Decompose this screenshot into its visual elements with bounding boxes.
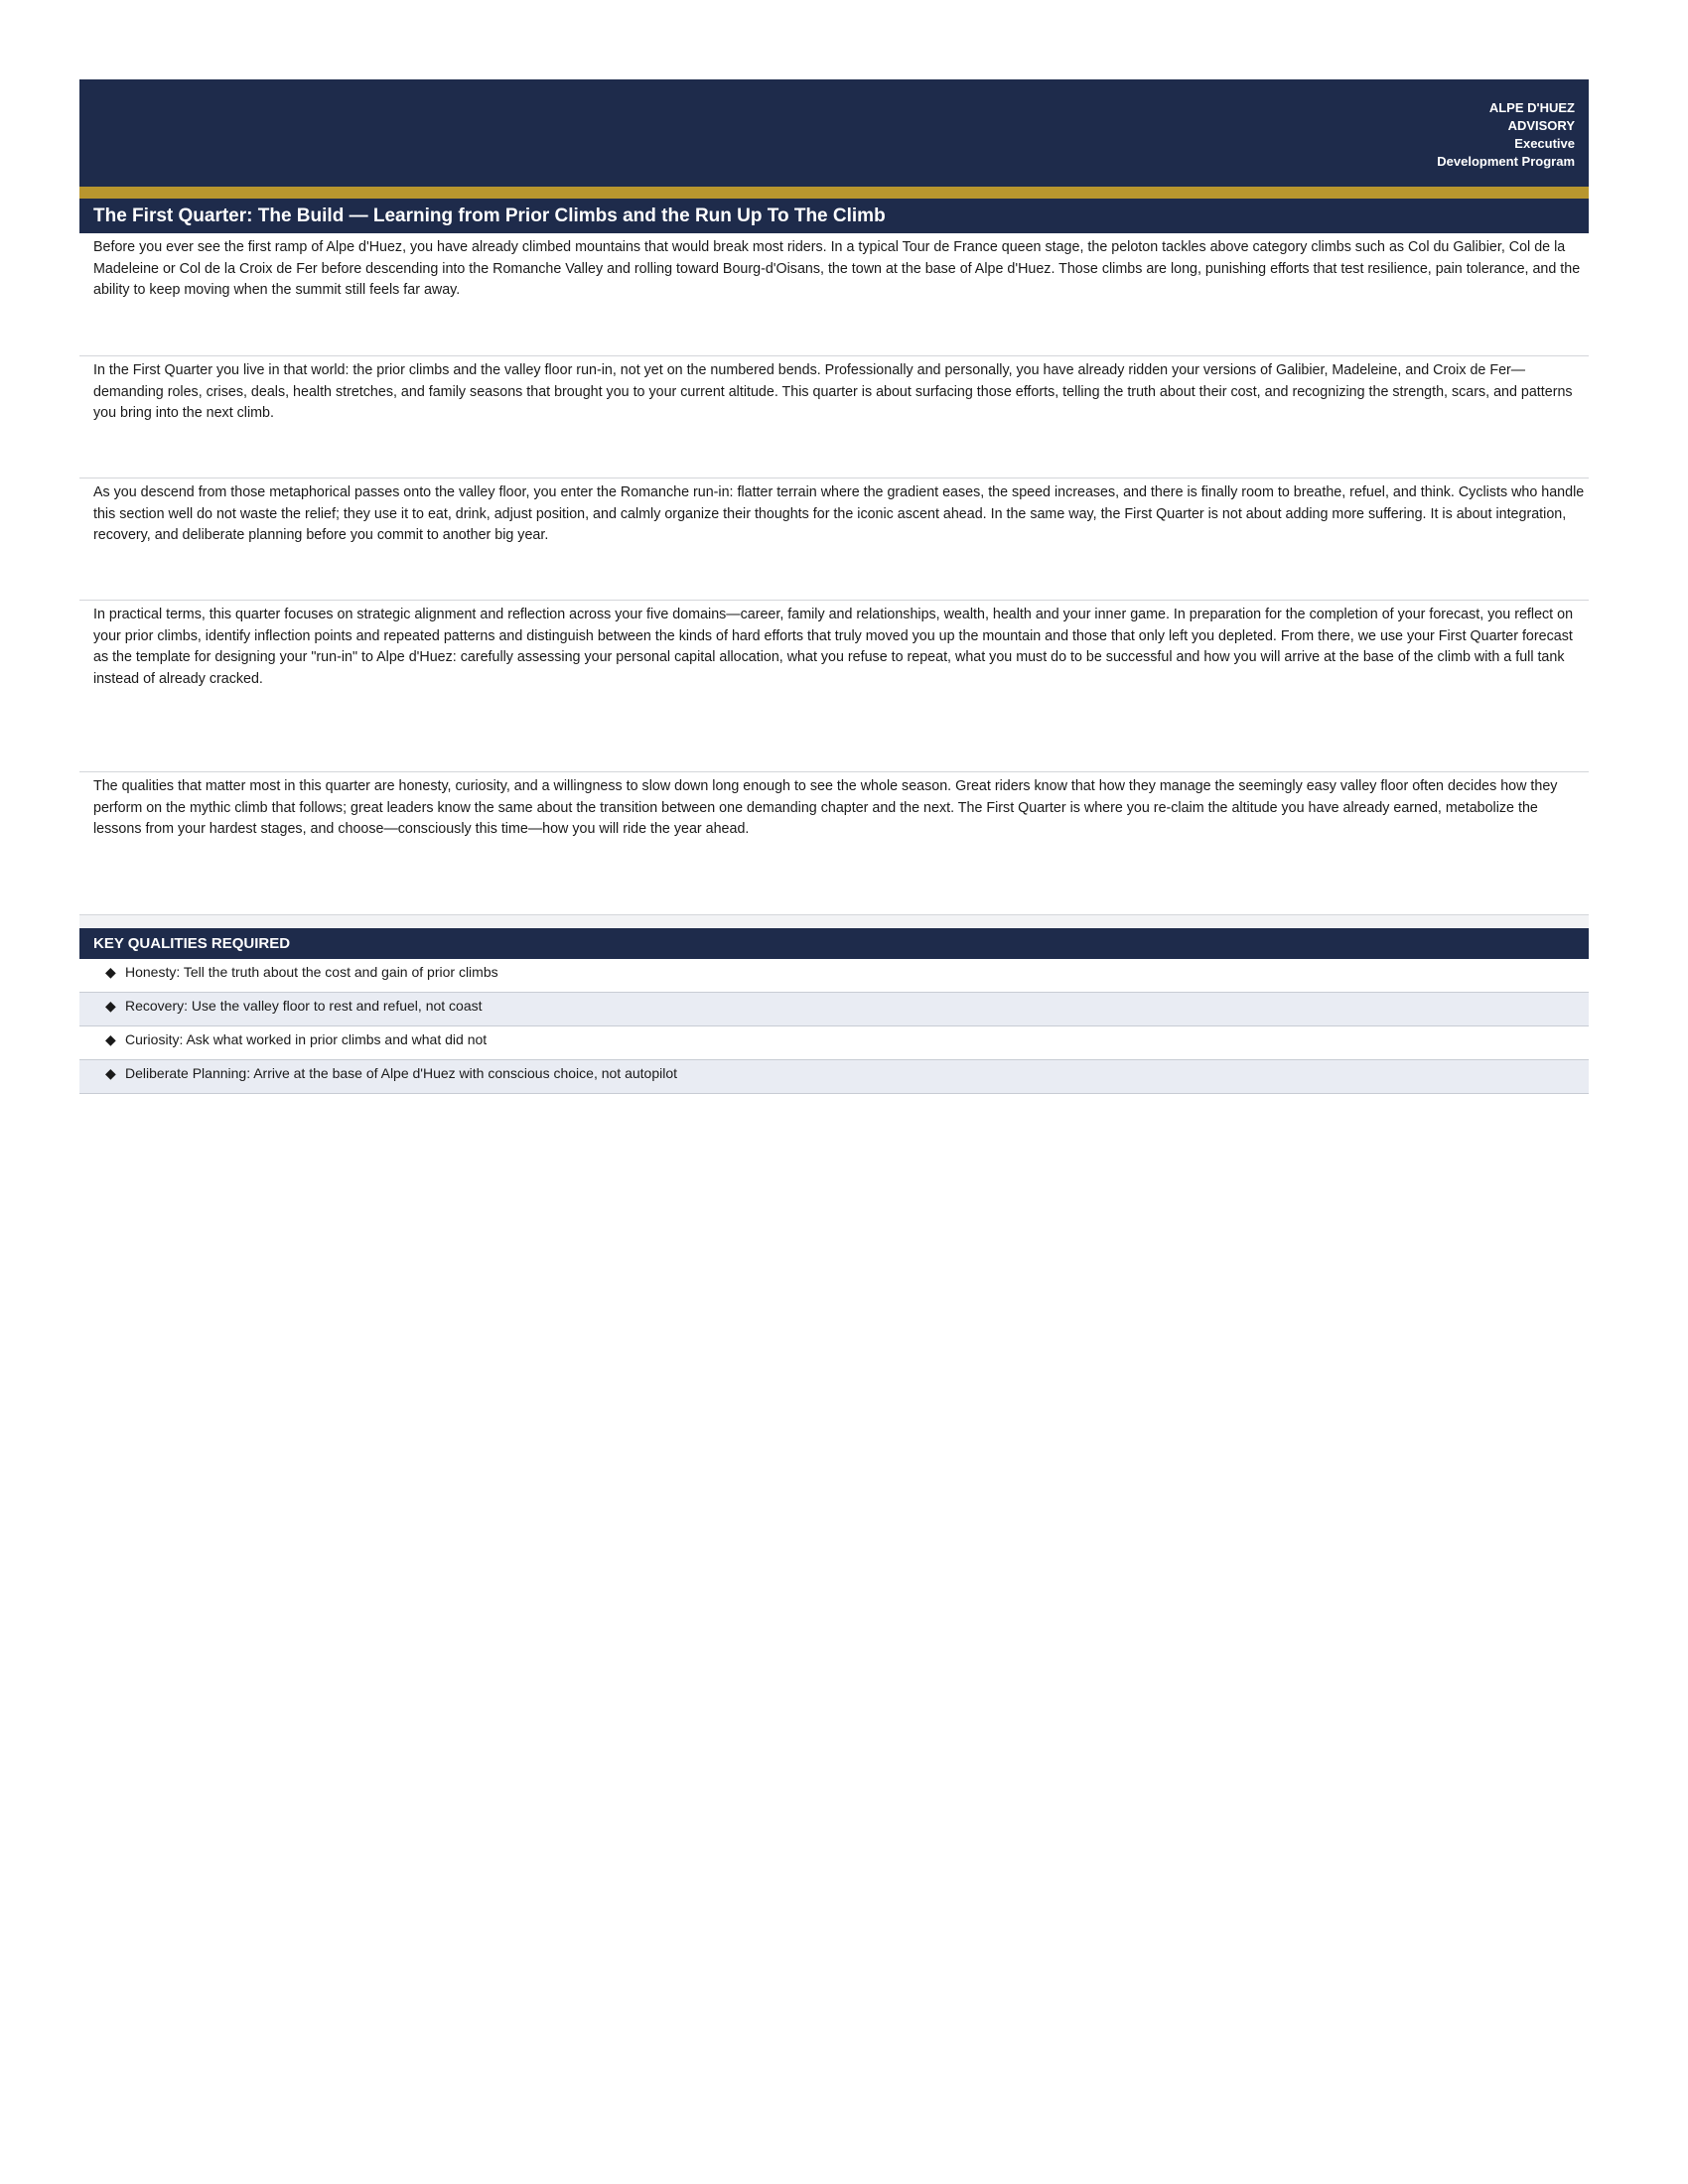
quality-item [79, 959, 1589, 993]
brand-line-4: Development Program [1437, 154, 1575, 169]
header-banner [79, 79, 1589, 187]
paragraph-text: As you descend from those metaphorical passes onto the valley floor, you enter the Romanche run-in: flatter terrain where the gradient eases, the speed increases, and there is finally room to breathe, refuel, and think. Cyclists who handle this section well do not waste the relief; they use it to eat, drink, adjust position, and calmly organize their thoughts for the iconic ascent ahead. In the same way, the First Quarter is not about adding more suffering. It is about integration, recovery, and deliberate planning before you commit to another big year. [93, 484, 1585, 544]
paragraph-text: The qualities that matter most in this quarter are honesty, curiosity, and a willingness to slow down long enough to see the whole season. Great riders know that how they manage the seemingly easy valley floor often decides how they perform on the mythic climb that follows; great leaders know the same about the transition between one demanding chapter and the next. The First Quarter is where you re-claim the altitude you have already earned, metabolize the lessons from your hardest stages, and choose—consciously this time—how you will ride the year ahead. [93, 778, 1558, 838]
diamond-bullet-icon: ◆ [105, 964, 116, 980]
quality-text: Deliberate Planning: Arrive at the base of Alpe d'Huez with conscious choice, not autopilot [125, 1065, 678, 1081]
paragraph-block [79, 233, 1589, 356]
key-qualities-heading: KEY QUALITIES REQUIRED [93, 935, 291, 952]
brand-block [1437, 99, 1575, 171]
paragraph-block [79, 772, 1589, 915]
quality-text: Recovery: Use the valley floor to rest and refuel, not coast [125, 998, 483, 1014]
paragraph-text: In the First Quarter you live in that world: the prior climbs and the valley floor run-in, not yet on the numbered bends. Professionally and personally, you have already ridden your versions of Galibier, Madeleine, and Croix de Fer—demanding roles, crises, deals, health stretches, and family seasons that brought you to your current altitude. This quarter is about surfacing those efforts, telling the truth about their cost, and recognizing the strength, scars, and patterns you bring into the next climb. [93, 362, 1573, 422]
diamond-bullet-icon: ◆ [105, 1065, 116, 1081]
document [79, 79, 1589, 1094]
paragraph-block [79, 356, 1589, 478]
diamond-bullet-icon: ◆ [105, 1031, 116, 1047]
brand-line-2: ADVISORY [1507, 118, 1575, 133]
paragraph-block [79, 601, 1589, 772]
paragraph-text: Before you ever see the first ramp of Alpe d'Huez, you have already climbed mountains that would break most riders. In a typical Tour de France queen stage, the peloton tackles above category climbs such as Col du Galibier, Col de la Madeleine or Col de la Croix de Fer before descending into the Romanche Valley and rolling toward Bourg-d'Oisans, the town at the base of Alpe d'Huez. Those climbs are long, punishing efforts that test resilience, pain tolerance, and the ability to keep moving when the summit still feels far away. [93, 239, 1581, 299]
section-spacer [79, 915, 1589, 928]
quality-text: Honesty: Tell the truth about the cost and gain of prior climbs [125, 964, 498, 980]
quality-item [79, 1026, 1589, 1060]
quality-item [79, 1060, 1589, 1094]
quality-item [79, 993, 1589, 1026]
brand-line-1: ALPE D'HUEZ [1488, 100, 1575, 115]
paragraph-block [79, 478, 1589, 601]
gold-divider [79, 187, 1589, 199]
diamond-bullet-icon: ◆ [105, 998, 116, 1014]
key-qualities-header [79, 928, 1589, 959]
paragraph-text: In practical terms, this quarter focuses on strategic alignment and reflection across your five domains—career, family and relationships, wealth, health and your inner game. In preparation for the completion of your forecast, you reflect on your prior climbs, identify inflection points and repeated patterns and distinguish between the kinds of hard efforts that truly moved you up the mountain and those that only left you depleted. From there, we use your First Quarter forecast as the template for designing your "run-in" to Alpe d'Huez: carefully assessing your personal capital allocation, what you refuse to repeat, what you must do to be successful and how you will arrive at the base of the climb with a full tank instead of already cracked. [93, 607, 1574, 687]
brand-line-3: Executive [1514, 136, 1575, 151]
quality-text: Curiosity: Ask what worked in prior climbs and what did not [125, 1031, 488, 1047]
section-title-bar [79, 199, 1589, 233]
section-title: The First Quarter: The Build — Learning from Prior Climbs and the Run Up To The Climb [93, 205, 886, 226]
